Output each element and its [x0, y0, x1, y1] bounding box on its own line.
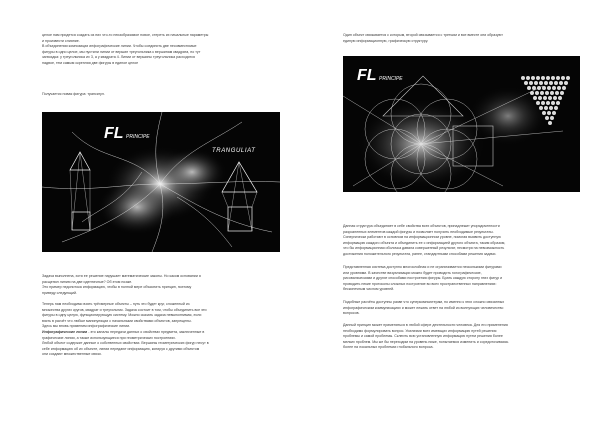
text-line: проводить некие протоколы сложных построение во всех пространственных направлениях: [343, 281, 497, 286]
right-para-2 [343, 265, 583, 293]
text-line: надвое, тем самым скрепляя две фигуры в единое целое [42, 60, 139, 65]
text-line: мелких проблем. Мы же бы переходим на уровень ниже, попытаемся изменить и соредоточиваясь [343, 339, 509, 344]
text-line: достижения положительного результата, ранее, стандартными способами решения задачи. [343, 251, 497, 256]
text-line: графические линии, а также использующиеся при геометрических построениях. [42, 335, 176, 340]
text-line: множества других кругов, квадрат и треугольник. Задача состоит в том, чтобы объединить все эти [42, 307, 207, 312]
left-body [42, 274, 282, 358]
text-line: Один объект связывается с которым, второй связывается с третьим и все вместе они образуют [343, 33, 503, 37]
transigul-figure [42, 112, 280, 252]
infographic-rest: - это каналы передачи данных о свойствах предмета, заключенные в [87, 329, 205, 334]
text-line: Представленная система доступно многослойная и не ограничивается несколькими фигурами [343, 265, 502, 269]
text-line: информацию каждого объекта и объединить ее с информацией другого объекта, таким образом, [343, 240, 506, 245]
text-line: бесконечным числом уровней. [343, 287, 395, 292]
text-line: они создают множественные связи. [42, 352, 102, 357]
text-line: проблемы и самой проблемы. Склеить всю установленную информацию путем решения более [343, 334, 503, 339]
text-line: единую информационную, графическую структуру. [343, 38, 429, 43]
text-line: Задача выполнена, хотя ее решение нарушает математические законы. Но каком основании я [42, 274, 201, 278]
text-line: и произвести слияние. [42, 38, 80, 43]
shape-label: TRANGULIAT [212, 148, 256, 154]
text-line: инфографическим коммуникациях и может лежать ответ на любой из волнующих человечество [343, 305, 504, 310]
text-line: Любой объект содержит данные о собственных свойствах. Вершины геометрических фигур несут в [42, 341, 209, 346]
text-line: рисовальческими и другие способами построения фигуры. Брать каждую сторону этих фигур и [343, 276, 503, 281]
structure-illustration [343, 56, 580, 192]
text-line: Данная структура объединяет в себе свойства всех объектов, принадлежит упорядоченности [343, 224, 500, 228]
text-line: вопросов. [343, 311, 360, 316]
text-line: фигуры в одно целое, мы пустили линии от вершин треугольника к вершинам квадрата, но тут [42, 49, 201, 54]
logo-mark: FL [104, 125, 124, 142]
text-line: Синергически работают в основном на информационном уровне, помогая выявить доступную [343, 235, 501, 240]
text-line: Здесь мы вновь применим инфографические линии. [42, 324, 131, 329]
text-line: Это пример недопотока информацию, чтобы в полной мере объяснить принцип, поэтому [42, 285, 192, 290]
logo-subtitle: PRINCIPE [126, 134, 150, 140]
result-caption [42, 92, 282, 98]
text-line: расщепил линию на две идентичные? Об этом позже. [42, 279, 133, 284]
text-line: фигуры в одну целую, функционирующую систему. Можно сказать задача невыполнимая, если [42, 313, 202, 318]
right-para-4 [343, 323, 583, 351]
text-line: что бы информационная оболочка давала совершенный результат, несмотря на невозможность [343, 246, 505, 251]
text-line: или уровнями. В качестве визуализации можно будет проводить голографические, [343, 270, 482, 275]
text-line: целое нам придется создать из них что-то неизобразимое новое, стереть их начальные параметры [42, 33, 209, 37]
text-line: В объединении композиции инфографические линии. Чтобы соединить две несовместимые [42, 44, 197, 49]
right-intro [343, 33, 583, 44]
caption-text: Получается новая фигура: трансигул. [42, 92, 105, 96]
logo-subtitle: PRINCIPE [379, 76, 403, 82]
text-line: Данный принцип может применяться в любой сфере деятельности человека. Для его применения [343, 323, 508, 327]
text-line: Теперь нам необходимо взять трёхмерные объекты – путь это будет круг, сложенный из [42, 301, 190, 306]
text-line: себе информацию об их объекте, линии передают информацию, копируя с другими объектом [42, 346, 200, 351]
structure-figure [343, 56, 580, 192]
right-page [300, 0, 600, 424]
text-line: необходимо формулировать вопрос. Усилиями всех имеющих информацию путей решения [343, 328, 497, 333]
text-line: более на локальных проблемах глобального вопроса. [343, 345, 434, 350]
text-line: загвоздка: у треугольника их 3, а у квадрата 4. Линии от вершины треугольника расходятся [42, 55, 195, 60]
left-intro [42, 33, 282, 67]
right-para-1 [343, 224, 583, 258]
logo-mark: FL [357, 67, 377, 84]
infographic-term: Инфографические линии [42, 329, 88, 334]
text-line: взять в расчёт что любые манипуляции с начальными свойствами объектов, запрещены. [42, 318, 192, 323]
text-line: Подобные расчёты доступны разве что суперкомпьютерам, но именно к этих сложно связанных [343, 300, 505, 304]
text-line: приведу следующий. [42, 290, 78, 295]
transigul-illustration [42, 112, 280, 252]
text-line: разрозненных элементов каждой фигуры и позволяет получить необходимые результаты. [343, 229, 494, 234]
right-para-3 [343, 300, 583, 317]
